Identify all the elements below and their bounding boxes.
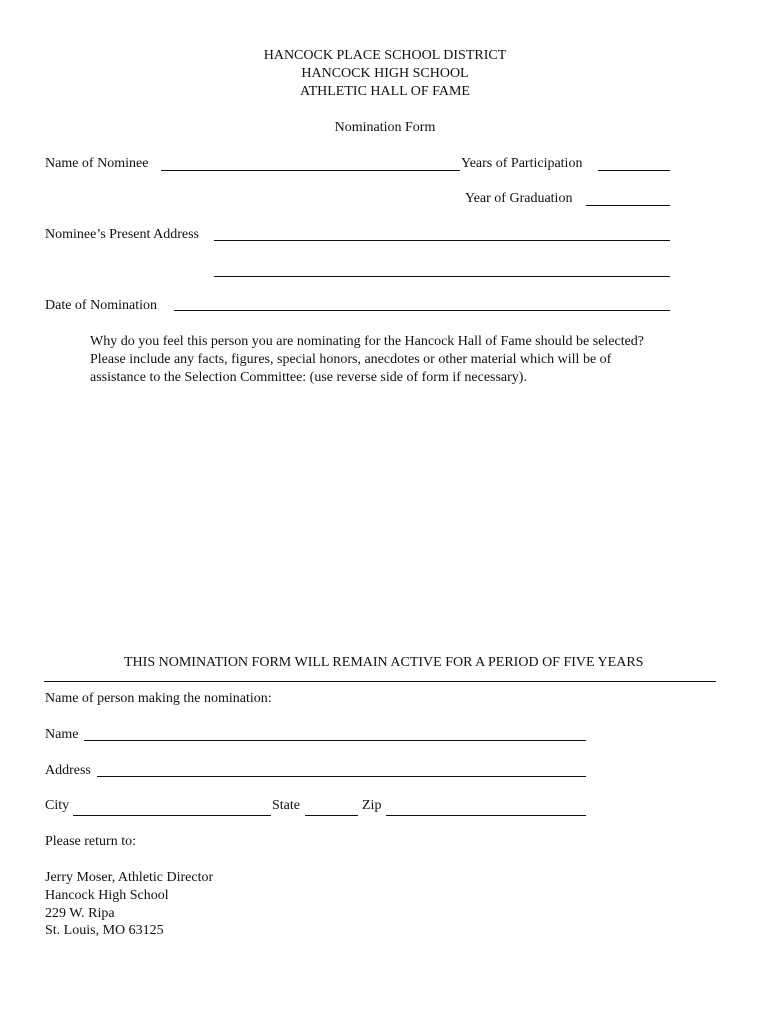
- nominator-name-label: Name: [45, 727, 79, 742]
- years-participation-label: Years of Participation: [461, 156, 583, 171]
- nominator-city-field[interactable]: [73, 815, 271, 816]
- present-address-field-1[interactable]: [214, 240, 670, 241]
- return-line-1: Jerry Moser, Athletic Director: [45, 870, 214, 885]
- return-heading: Please return to:: [45, 834, 136, 849]
- nominator-state-field[interactable]: [305, 815, 358, 816]
- nominator-state-label: State: [272, 798, 300, 813]
- return-line-2: Hancock High School: [45, 888, 169, 903]
- nominator-address-field[interactable]: [97, 776, 586, 777]
- nominee-name-label: Name of Nominee: [45, 156, 149, 171]
- form-title: Nomination Form: [334, 120, 436, 135]
- active-period-notice: THIS NOMINATION FORM WILL REMAIN ACTIVE FOR A PERIOD OF FIVE YEARS: [124, 655, 644, 670]
- year-graduation-label: Year of Graduation: [465, 191, 573, 206]
- years-participation-field[interactable]: [598, 170, 670, 171]
- hall-of-fame-title: ATHLETIC HALL OF FAME: [300, 84, 470, 99]
- nominator-heading: Name of person making the nomination:: [45, 691, 272, 706]
- present-address-field-2[interactable]: [214, 276, 670, 277]
- return-line-4: St. Louis, MO 63125: [45, 923, 164, 938]
- present-address-label: Nominee’s Present Address: [45, 227, 199, 242]
- nominator-address-label: Address: [45, 763, 91, 778]
- nominator-zip-label: Zip: [362, 798, 382, 813]
- nominee-name-field[interactable]: [161, 170, 460, 171]
- date-nomination-field[interactable]: [174, 310, 670, 311]
- year-graduation-field[interactable]: [586, 205, 670, 206]
- nominator-name-field[interactable]: [84, 740, 586, 741]
- school-title: HANCOCK HIGH SCHOOL: [301, 66, 469, 81]
- nominator-zip-field[interactable]: [386, 815, 586, 816]
- district-title: HANCOCK PLACE SCHOOL DISTRICT: [263, 48, 507, 63]
- section-divider: [44, 681, 716, 682]
- date-nomination-label: Date of Nomination: [45, 298, 157, 313]
- return-line-3: 229 W. Ripa: [45, 906, 115, 921]
- nominator-city-label: City: [45, 798, 70, 813]
- nomination-question: Why do you feel this person you are nominating for the Hancock Hall of Fame should be selected? Please include any facts, figures, special honors, anecdotes or other material which will be of assistance to the Selection Committee: (use reverse side of form if necessary).: [90, 334, 645, 385]
